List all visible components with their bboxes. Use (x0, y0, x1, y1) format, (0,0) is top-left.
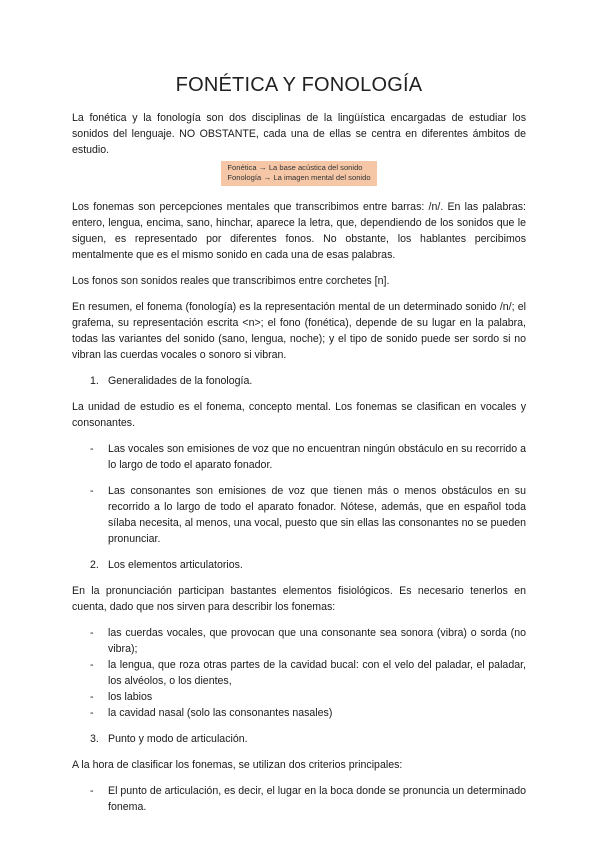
list-item (72, 441, 526, 473)
dash-bullet: - (90, 659, 94, 671)
section-heading-2 (72, 557, 526, 573)
section-label: Punto y modo de articulación. (108, 733, 248, 745)
list-elementos (72, 625, 526, 721)
section-heading-1 (72, 373, 526, 389)
list-item (72, 705, 526, 721)
callout-definition: La imagen mental del sonido (273, 173, 371, 182)
list-item-text: las cuerdas vocales, que provocan que una consonante sea sonora (vibra) o sorda (no vibra); (108, 627, 526, 655)
highlight-callout (221, 161, 376, 186)
list-item (72, 657, 526, 689)
paragraph-criterios: A la hora de clasificar los fonemas, se utilizan dos criterios principales: (72, 759, 403, 771)
paragraph-unidad: La unidad de estudio es el fonema, concepto mental. Los fonemas se clasifican en vocales y consonantes. (72, 401, 526, 429)
list-item-text: El punto de articulación, es decir, el lugar en la boca donde se pronuncia un determinado fonema. (108, 785, 526, 813)
section-heading-3 (72, 731, 526, 747)
arrow-right-icon: → (263, 173, 272, 182)
callout-row-fonologia (227, 173, 370, 183)
section-number: 1. (90, 375, 99, 387)
dash-bullet: - (90, 443, 94, 455)
paragraph-fonos: Los fonos son sonidos reales que transcribimos entre corchetes [n]. (72, 275, 390, 287)
dash-bullet: - (90, 707, 94, 719)
section-label: Los elementos articulatorios. (108, 559, 243, 571)
paragraph-pronunciacion: En la pronunciación participan bastantes elementos fisiológicos. Es necesario tenerlos en cuenta, dado que nos sirven para describir los fonemas: (72, 585, 526, 613)
callout-term: Fonología (227, 173, 262, 182)
section-label: Generalidades de la fonología. (108, 375, 253, 387)
paragraph-fonemas: Los fonemas son percepciones mentales que transcribimos entre barras: /n/. En las palabras: entero, lengua, encima, sano, hinchar, aparece la letra, que, dependiendo de los sonidos que le siguen, es representado por diferentes fonos. No obstante, los hablantes percibimos mentalmente que es el mismo sonido en cada una de esas palabras. (72, 201, 526, 261)
list-item (72, 689, 526, 705)
dash-bullet: - (90, 691, 94, 703)
list-item-text: Las vocales son emisiones de voz que no encuentran ningún obstáculo en su recorrido a lo largo de todo el aparato fonador. (108, 443, 526, 471)
intro-paragraph: La fonética y la fonología son dos disciplinas de la lingüística encargadas de estudiar los sonidos del lenguaje. NO OBSTANTE, cada una de ellas se centra en diferentes ámbitos de estudio. (72, 112, 526, 156)
dash-bullet: - (90, 785, 94, 797)
callout-term: Fonética (227, 163, 257, 172)
list-item (72, 625, 526, 657)
list-item-text: la cavidad nasal (solo las consonantes nasales) (108, 707, 333, 719)
list-item-text: Las consonantes son emisiones de voz que tienen más o menos obstáculos en su recorrido a lo largo de todo el aparato fonador. Nótese, además, que en español toda sílaba necesita, al menos, una vocal, puesto que sin ellas las consonantes no se pueden pronunciar. (108, 485, 526, 545)
list-item-text: los labios (108, 691, 153, 703)
section-number: 3. (90, 733, 99, 745)
arrow-right-icon: → (258, 163, 267, 172)
page-title: FONÉTICA Y FONOLOGÍA (175, 74, 423, 96)
document-page (72, 0, 526, 815)
paragraph-resumen: En resumen, el fonema (fonología) es la representación mental de un determinado sonido /n/; el grafema, su representación escrita <n>; el fono (fonética), depende de su lugar en la palabra, todas las variantes del sonido (sano, lengua, noche); y el tipo de sonido puede ser sordo si no vibran las cuerdas vocales o sonoro si vibran. (72, 301, 526, 361)
dash-bullet: - (90, 485, 94, 497)
dash-bullet: - (90, 627, 94, 639)
callout-row-fonetica (227, 163, 370, 173)
callout-definition: La base acústica del sonido (268, 163, 363, 172)
list-item (72, 483, 526, 547)
callout-container (72, 161, 526, 186)
list-vocales-consonantes (72, 441, 526, 547)
list-item-text: la lengua, que roza otras partes de la cavidad bucal: con el velo del paladar, el paladar, los alvéolos, o los dientes, (108, 659, 526, 687)
list-item (72, 783, 526, 815)
section-number: 2. (90, 559, 99, 571)
list-criterios (72, 783, 526, 815)
